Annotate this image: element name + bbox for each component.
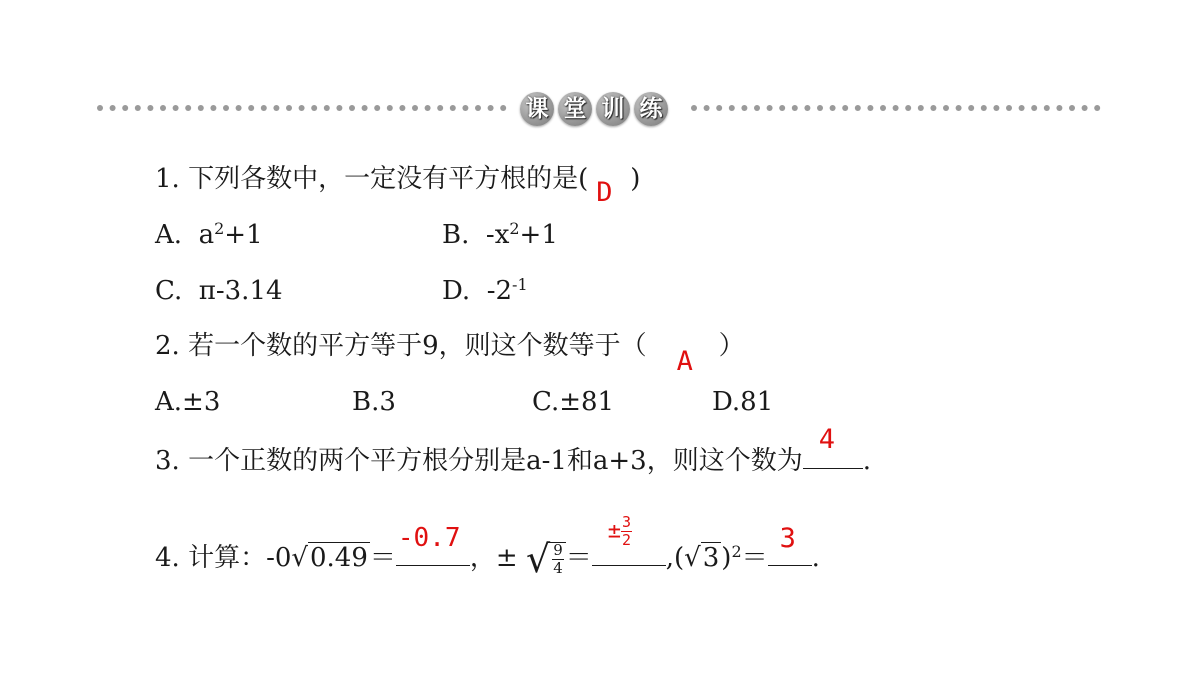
header-dot [488,105,494,111]
sqrt-sign-icon: √ [684,543,701,573]
option-a-base: a [198,220,215,250]
header-dot [223,105,229,111]
question-2 [155,331,745,377]
header-dot [173,105,179,111]
answer-plus-minus: ± [607,518,621,544]
question-2-option-b[interactable]: B.3 [352,387,396,417]
header-dot [741,105,747,111]
header-dot [450,105,456,111]
header-dot [374,105,380,111]
question-1-close-paren: ) [630,164,641,194]
header-dot [362,105,368,111]
header-dot [1094,105,1100,111]
header-dot [930,105,936,111]
header-dot [399,105,405,111]
header-dot [1082,105,1088,111]
header-dot [160,105,166,111]
header-dot [993,105,999,111]
question-4-fraction [550,542,566,576]
option-b-base: -x [485,220,510,250]
header-dot [842,105,848,111]
question-4-answer-1: -0.7 [397,523,461,553]
equals-sign: ＝ [565,543,592,573]
header-dot [500,105,506,111]
question-4-answer-3: 3 [779,523,796,554]
fraction-numerator: 9 [553,541,563,559]
header-dot [1069,105,1075,111]
header-dot [918,105,924,111]
header-dot [210,105,216,111]
header-dot [729,105,735,111]
equals-sign: ＝ [369,543,396,573]
header-title-char-2: 堂 [558,92,592,126]
question-1-option-d[interactable] [442,275,528,306]
question-3-answer: 4 [818,424,835,455]
question-4-sqrt-radicand-1: 0.49 [309,543,368,573]
header-dot [1056,105,1062,111]
question-4-sqrt-radicand-3: 3 [702,543,720,573]
header-dot [855,105,861,111]
question-2-option-c[interactable]: C.±81 [532,387,615,417]
header-dot [867,105,873,111]
header-dot [1019,105,1025,111]
header-dot [261,105,267,111]
question-1-prompt: 1. 下列各数中，一定没有平方根的是( [155,164,589,194]
header-dot [1031,105,1037,111]
header-title-char-3: 训 [596,92,630,126]
open-paren: ( [674,543,685,573]
question-3 [155,424,871,476]
question-4-answer-2 [608,515,632,548]
header-dot [324,105,330,111]
header-dot [462,105,468,111]
question-2-answer: A [676,346,693,377]
header-dotted-line-right [690,104,1102,112]
option-label: D. [442,276,471,306]
header-dot [968,105,974,111]
question-4-period: . [811,543,820,573]
header-dot [817,105,823,111]
answer-fraction [621,515,632,548]
header-dot [893,105,899,111]
question-4-blank-3[interactable] [768,523,812,566]
header-dot [880,105,886,111]
question-4-prefix: 4. 计算：-0 [155,543,292,573]
header-dot [110,105,116,111]
question-1-option-b[interactable] [442,219,558,250]
option-d-exponent: -1 [512,275,528,294]
header-dot [792,105,798,111]
question-3-period: . [862,446,871,476]
option-label: C. [155,276,183,306]
header-dot [349,105,355,111]
question-2-prompt: 2. 若一个数的平方等于9，则这个数等于（ [155,331,647,361]
option-b-exponent: 2 [509,219,520,238]
header-dot [299,105,305,111]
header-dot [1006,105,1012,111]
plus-minus-sign: ± [495,543,518,573]
separator: , [665,543,675,573]
question-1-option-c[interactable] [155,278,283,304]
header-dot [437,105,443,111]
answer-fraction-numerator: 3 [622,513,632,531]
header-dot [1044,105,1050,111]
sqrt-sign-icon: √ [525,537,551,581]
header-dot [830,105,836,111]
question-2-close-paren: ） [718,331,745,361]
header-dot [248,105,254,111]
header-dot [905,105,911,111]
fraction-denominator: 4 [553,559,563,577]
header-dot [691,105,697,111]
option-label: A. [155,220,183,250]
header-dot [198,105,204,111]
header-dot [943,105,949,111]
header-dot [779,105,785,111]
question-1-answer: D [596,177,613,208]
header-dot [311,105,317,111]
answer-fraction-denominator: 2 [622,531,632,549]
close-paren: ) [721,543,732,573]
header-dot [475,105,481,111]
header-dot [122,105,128,111]
header-dot [236,105,242,111]
question-3-blank[interactable] [803,424,863,469]
question-2-option-a[interactable]: A.±3 [155,387,221,417]
header-dot [704,105,710,111]
header-dot [767,105,773,111]
header-dot [387,105,393,111]
header-dot [754,105,760,111]
question-4 [155,513,820,581]
separator: ， [469,543,496,573]
option-a-rest: +1 [224,220,263,250]
sqrt-sign-icon: √ [291,543,308,573]
option-c-text: π-3.14 [198,276,283,306]
header-dot [286,105,292,111]
header-title-char-1: 课 [520,92,554,126]
option-label: B. [442,220,470,250]
header-dot [804,105,810,111]
header-dot [956,105,962,111]
option-b-rest: +1 [519,220,558,250]
header-dot [412,105,418,111]
header-dot [273,105,279,111]
header-dot [97,105,103,111]
header-dot [135,105,141,111]
question-1 [155,164,641,208]
option-d-base: -2 [486,276,513,306]
header-dot [425,105,431,111]
header-dot [147,105,153,111]
header-dot [336,105,342,111]
question-4-exponent: 2 [731,542,742,561]
header-title-char-4: 练 [634,92,668,126]
question-2-option-d[interactable]: D.81 [712,387,774,417]
header-dot [716,105,722,111]
equals-sign: ＝ [741,543,768,573]
header-dot [185,105,191,111]
question-4-blank-2[interactable] [592,513,666,566]
option-a-exponent: 2 [214,219,225,238]
question-4-blank-1[interactable] [396,523,470,566]
header-dot [981,105,987,111]
header-dotted-line-left [96,104,508,112]
question-1-option-a[interactable] [155,219,263,250]
question-3-prompt: 3. 一个正数的两个平方根分别是a-1和a+3，则这个数为 [155,446,803,476]
